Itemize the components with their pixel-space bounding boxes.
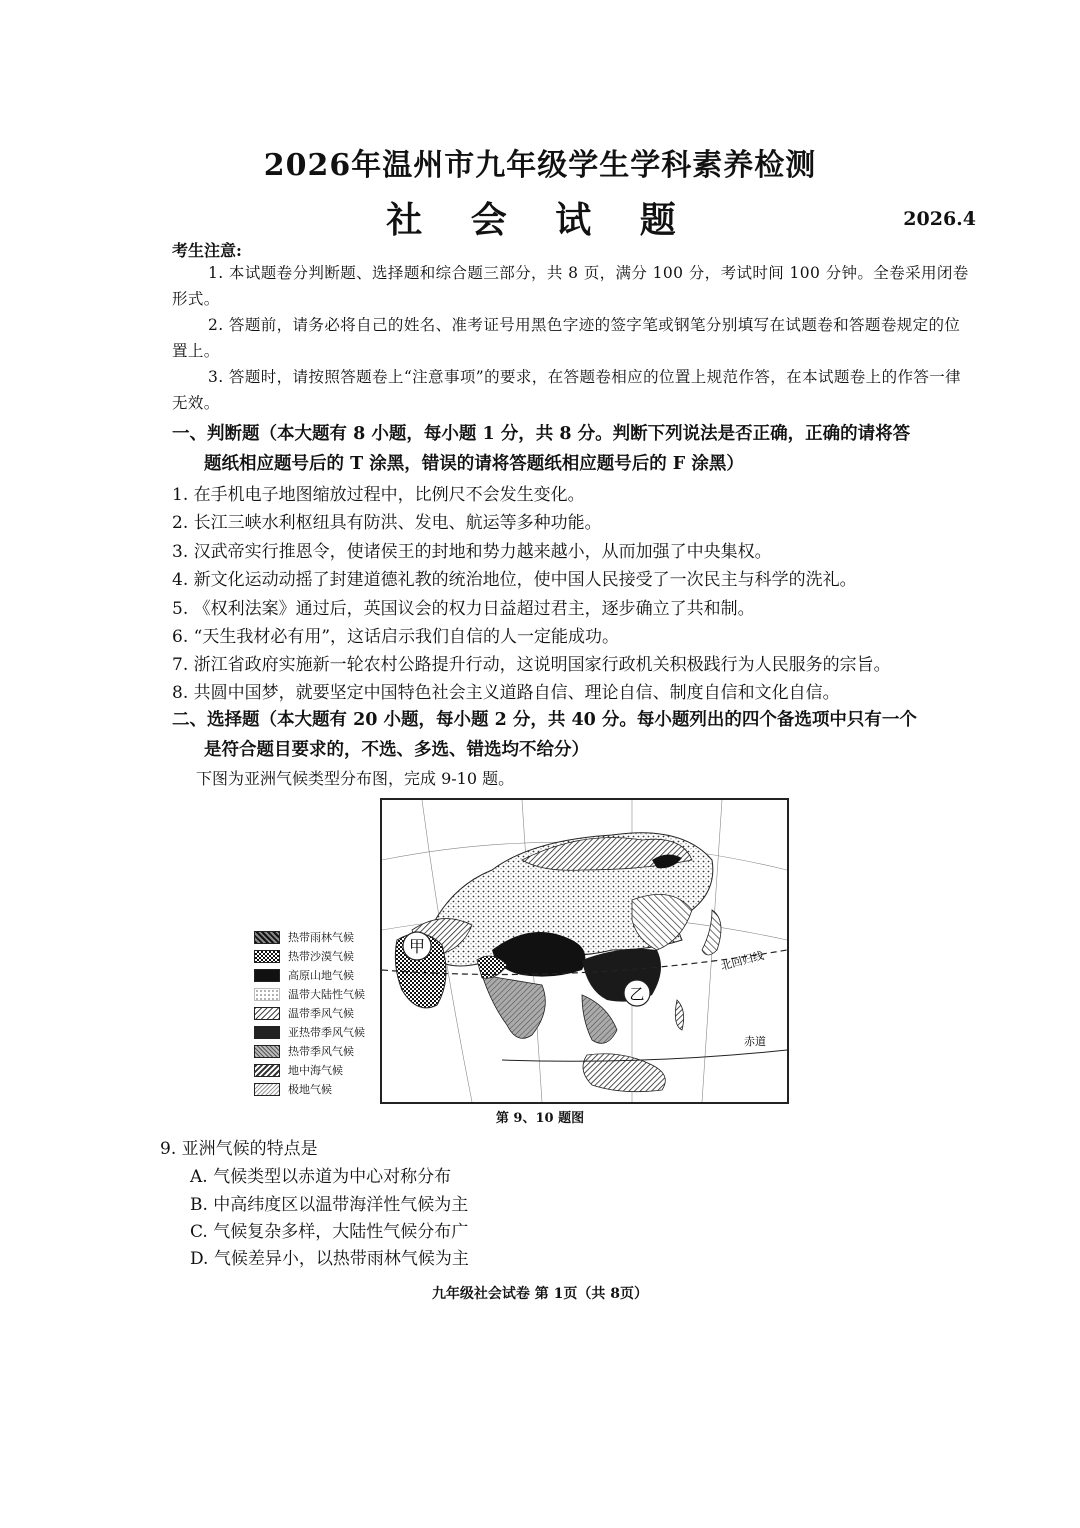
question-1: 1. 在手机电子地图缩放过程中，比例尺不会发生变化。	[172, 485, 585, 505]
question-2: 2. 长江三峡水利枢纽具有防洪、发电、航运等多种功能。	[172, 513, 602, 533]
question-6: 6. “天生我材必有用”，这话启示我们自信的人一定能成功。	[172, 627, 620, 647]
tropic-label: 北回归线	[719, 948, 766, 973]
section1-heading-line2: 题纸相应题号后的 T 涂黑，错误的请将答题纸相应题号后的 F 涂黑）	[204, 454, 744, 474]
asia-map-graphic	[382, 800, 787, 1102]
question-9-option-a: A. 气候类型以赤道为中心对称分布	[190, 1167, 452, 1187]
black-swatch-icon	[254, 1026, 280, 1039]
map-intro: 下图为亚洲气候类型分布图，完成 9-10 题。	[196, 769, 515, 788]
exam-title: 2026年温州市九年级学生学科素养检测	[263, 148, 817, 183]
map-caption: 第 9、10 题图	[495, 1111, 585, 1126]
section1-heading-line1: 一、判断题（本大题有 8 小题，每小题 1 分，共 8 分。判断下列说法是否正确，正确的请将答	[172, 424, 911, 444]
notice-item-1: 1. 本试题卷分判断题、选择题和综合题三部分，共 8 页，满分 100 分，考试时间 100 分钟。全卷采用闭卷形式。	[172, 264, 969, 308]
section2-heading-line2: 是符合题目要求的，不选、多选、错选均不给分）	[204, 740, 589, 760]
light-hatch-swatch-icon	[254, 1083, 280, 1096]
question-4: 4. 新文化运动动摇了封建道德礼教的统治地位，使中国人民接受了一次民主与科学的洗礼。	[172, 570, 857, 590]
dense-check-swatch-icon	[254, 950, 280, 963]
map-label-yi: 乙	[629, 985, 645, 1003]
notice-item-2: 2. 答题前，请务必将自己的姓名、准考证号用黑色字迹的签字笔或钢笔分别填写在试题卷和答题卷规定的位置上。	[172, 316, 961, 360]
map-label-jia: 甲	[408, 937, 426, 956]
page-footer: 九年级社会试卷 第 1页（共 8页）	[431, 1286, 649, 1302]
exam-date: 2026.4	[903, 208, 976, 230]
asia-climate-map	[380, 798, 789, 1104]
section2-heading-line1: 二、选择题（本大题有 20 小题，每小题 2 分，共 40 分。每小题列出的四个备选项中只有一个	[172, 710, 917, 730]
equator-label: 赤道	[744, 1035, 766, 1048]
hatched-swatch-icon	[254, 1064, 280, 1077]
question-9-option-c: C. 气候复杂多样，大陆性气候分布广	[190, 1222, 469, 1242]
question-5: 5. 《权利法案》通过后，英国议会的权力日益超过君主，逐步确立了共和制。	[172, 599, 755, 619]
question-3: 3. 汉武帝实行推恩令，使诸侯王的封地和势力越来越小，从而加强了中央集权。	[172, 542, 772, 562]
exam-subtitle: 社 会 试 题	[386, 199, 694, 241]
diagonal-swatch-icon	[254, 1007, 280, 1020]
grid-swatch-icon	[254, 1045, 280, 1058]
question-9-stem: 9. 亚洲气候的特点是	[160, 1139, 318, 1159]
notice-item-3: 3. 答题时，请按照答题卷上“注意事项”的要求，在答题卷相应的位置上规范作答，在本试题卷上的作答一律无效。	[172, 368, 962, 412]
question-7: 7. 浙江省政府实施新一轮农村公路提升行动，这说明国家行政机关积极践行为人民服务的宗旨。	[172, 655, 891, 675]
dotted-swatch-icon	[254, 988, 280, 1001]
notice-heading: 考生注意:	[172, 241, 242, 260]
question-8: 8. 共圆中国梦，就要坚定中国特色社会主义道路自信、理论自信、制度自信和文化自信。	[172, 683, 840, 703]
question-9-option-b: B. 中高纬度区以温带海洋性气候为主	[190, 1195, 469, 1215]
solid-black-swatch-icon	[254, 969, 280, 982]
crosshatch-swatch-icon	[254, 931, 280, 944]
question-9-option-d: D. 气候差异小，以热带雨林气候为主	[190, 1249, 469, 1269]
